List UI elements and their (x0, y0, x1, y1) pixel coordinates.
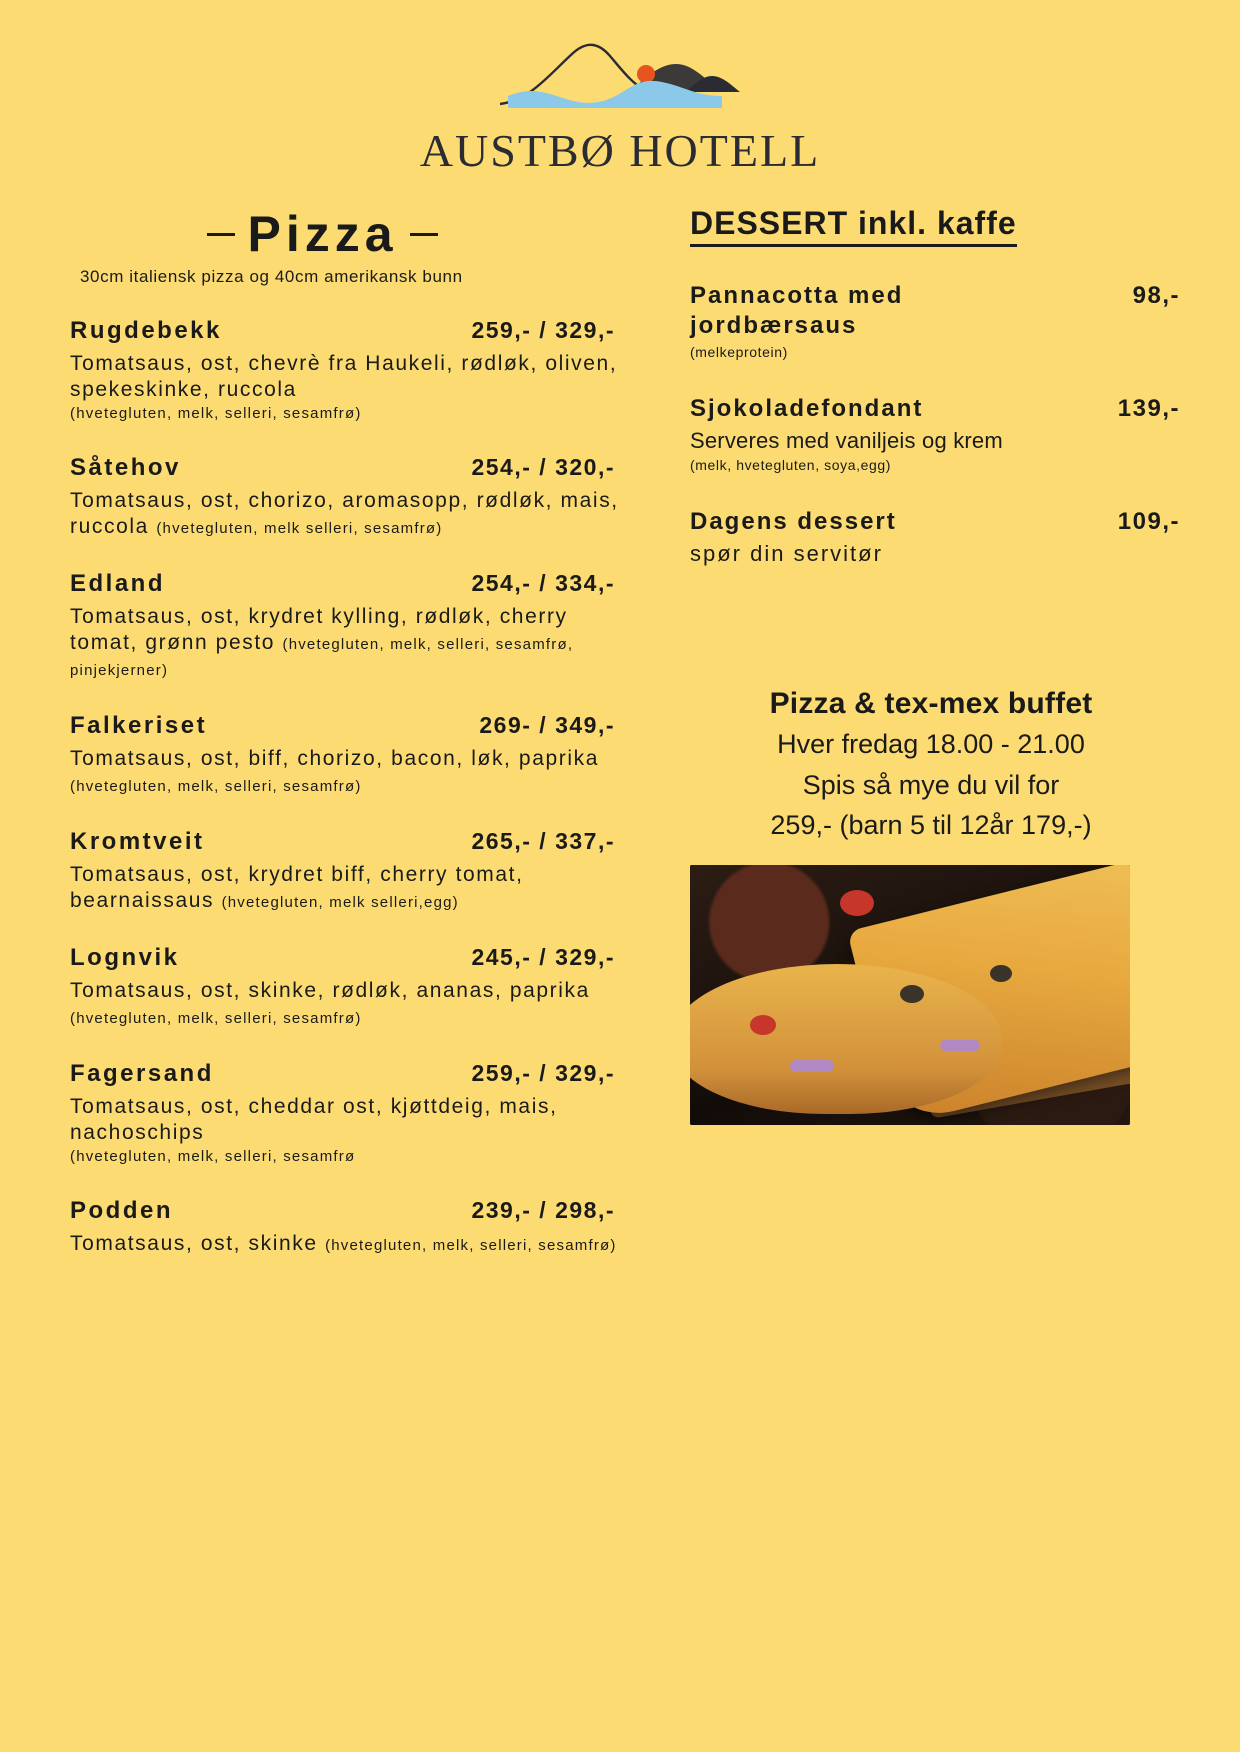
menu-item (60, 317, 625, 424)
menu-item-name: Rugdebekk (70, 317, 222, 344)
pizza-photo (690, 865, 1130, 1125)
menu-item-price: 254,- / 334,- (471, 569, 615, 596)
menu-item-description-text: Tomatsaus, ost, chorizo, aromasopp, rødløk, mais, ruccola (70, 488, 619, 538)
tomato-topping (750, 1015, 776, 1035)
menu-item-header (60, 1197, 625, 1225)
heading-dash-left (207, 233, 235, 236)
menu-item-allergens: (hvetegluten, melk, selleri, sesamfrø, pinjekjerner) (70, 635, 574, 679)
menu-item-description (60, 978, 625, 1030)
dessert-item-header (690, 507, 1180, 537)
menu-item-description (60, 604, 625, 682)
dessert-item-header (690, 281, 1180, 341)
menu-item-name: Edland (70, 569, 166, 597)
pizza-heading-text: Pizza (247, 206, 398, 262)
menu-item (60, 454, 625, 540)
brand-name: AUSTBØ HOTELL (419, 125, 821, 176)
menu-item-allergens: (hvetegluten, melk selleri,egg) (221, 894, 459, 912)
dessert-item-name: Sjokoladefondant (690, 395, 924, 422)
menu-item-header (60, 712, 625, 740)
dessert-item-name: Pannacotta med jordbærsaus (690, 282, 904, 339)
menu-item-price: 239,- / 298,- (471, 1196, 615, 1223)
menu-item-price: 245,- / 329,- (471, 944, 615, 971)
menu-item-description: Tomatsaus, ost, chevrè fra Haukeli, rødløk, oliven, spekeskinke, ruccola (70, 352, 618, 402)
menu-item-description (60, 746, 625, 798)
menu-item-allergens: (hvetegluten, melk, selleri, sesamfrø) (325, 1236, 617, 1254)
menu-item-allergens: (hvetegluten, melk, selleri, sesamfrø) (70, 778, 362, 795)
menu-item-description-text: Tomatsaus, ost, biff, chorizo, bacon, løk, paprika (70, 746, 599, 770)
menu-item-price: 265,- / 337,- (471, 828, 615, 855)
olive-topping (990, 965, 1012, 982)
olive-topping (900, 985, 924, 1003)
dessert-column (635, 205, 1180, 1257)
menu-item-description-text: Tomatsaus, ost, krydret kylling, rødløk, cherry tomat, grønn pesto (70, 604, 568, 654)
dessert-item (690, 394, 1180, 473)
buffet-title: Pizza & tex-mex buffet (769, 687, 1093, 720)
menu-item-header (60, 454, 625, 482)
menu-item-name: Såtehov (70, 453, 181, 481)
menu-item-price: 254,- / 320,- (471, 453, 615, 480)
menu-item-name: Podden (70, 1196, 173, 1224)
menu-columns (0, 177, 1240, 1257)
menu-item-header (60, 317, 625, 345)
buffet-price: 259,- (barn 5 til 12år 179,-) (770, 810, 1092, 841)
dessert-item-name: Dagens dessert (690, 508, 897, 535)
menu-item-allergens: (hvetegluten, melk, selleri, sesamfrø (70, 1148, 356, 1166)
heading-dash-right (410, 233, 438, 236)
menu-item-description-text: Tomatsaus, ost, skinke, rødløk, ananas, paprika (70, 979, 590, 1003)
dessert-item-allergens: (melkeprotein) (690, 344, 788, 360)
menu-item-price: 259,- / 329,- (471, 317, 615, 343)
dessert-heading: DESSERT inkl. kaffe (690, 205, 1017, 247)
menu-item-header (60, 944, 625, 972)
onion-topping (790, 1060, 834, 1072)
menu-item (60, 944, 625, 1030)
dessert-item-header (690, 394, 1180, 424)
menu-item (60, 828, 625, 914)
menu-item-name: Lognvik (70, 944, 180, 972)
menu-item-name: Fagersand (70, 1060, 214, 1088)
dessert-item-price: 109,- (1117, 508, 1180, 535)
buffet-tagline: Spis så mye du vil for (802, 769, 1060, 800)
pizza-column (60, 205, 635, 1257)
menu-item (60, 712, 625, 798)
pizza-subheading: 30cm italiensk pizza og 40cm amerikansk bunn (80, 267, 463, 286)
menu-item-name: Kromtveit (70, 828, 205, 856)
dessert-item-price: 139,- (1117, 395, 1180, 422)
menu-item-header (60, 570, 625, 598)
pizza-heading (20, 205, 625, 263)
menu-item-price: 269- / 349,- (479, 711, 615, 738)
dessert-item (690, 281, 1180, 360)
menu-item-allergens: (hvetegluten, melk selleri, sesamfrø) (156, 519, 443, 537)
menu-item-header (60, 1060, 625, 1088)
menu-item-allergens: (hvetegluten, melk, selleri, sesamfrø) (70, 1010, 362, 1028)
menu-item-name: Falkeriset (70, 711, 208, 739)
onion-topping (940, 1040, 980, 1051)
tomato-topping (840, 890, 874, 916)
buffet-block (690, 687, 1180, 1125)
dessert-item-allergens: (melk, hvetegluten, soya,egg) (690, 457, 892, 473)
menu-item (60, 1060, 625, 1167)
menu-item-description (60, 862, 625, 914)
brand-header (0, 0, 1240, 177)
mountain-wave-sun-logo (490, 30, 750, 120)
menu-item-description-text: Tomatsaus, ost, skinke (70, 1231, 318, 1255)
menu-item-description: Tomatsaus, ost, cheddar ost, kjøttdeig, mais, nachoschips (70, 1095, 558, 1145)
menu-item-header (60, 828, 625, 856)
menu-item-description-text: Tomatsaus, ost, krydret biff, cherry tomat, bearnaissaus (70, 863, 524, 913)
menu-item-allergens: (hvetegluten, melk, selleri, sesamfrø) (70, 405, 362, 423)
dessert-item-description: Serveres med vaniljeis og krem (690, 428, 1003, 453)
buffet-hours: Hver fredag 18.00 - 21.00 (777, 729, 1085, 759)
dessert-item (690, 507, 1180, 567)
menu-item-price: 259,- / 329,- (471, 1060, 615, 1087)
menu-item (60, 570, 625, 682)
dessert-item-price: 98,- (1132, 282, 1180, 309)
menu-item (60, 1197, 625, 1257)
menu-item-description (60, 488, 625, 540)
menu-item-description (60, 1231, 625, 1257)
dessert-item-description: spør din servitør (690, 541, 883, 566)
